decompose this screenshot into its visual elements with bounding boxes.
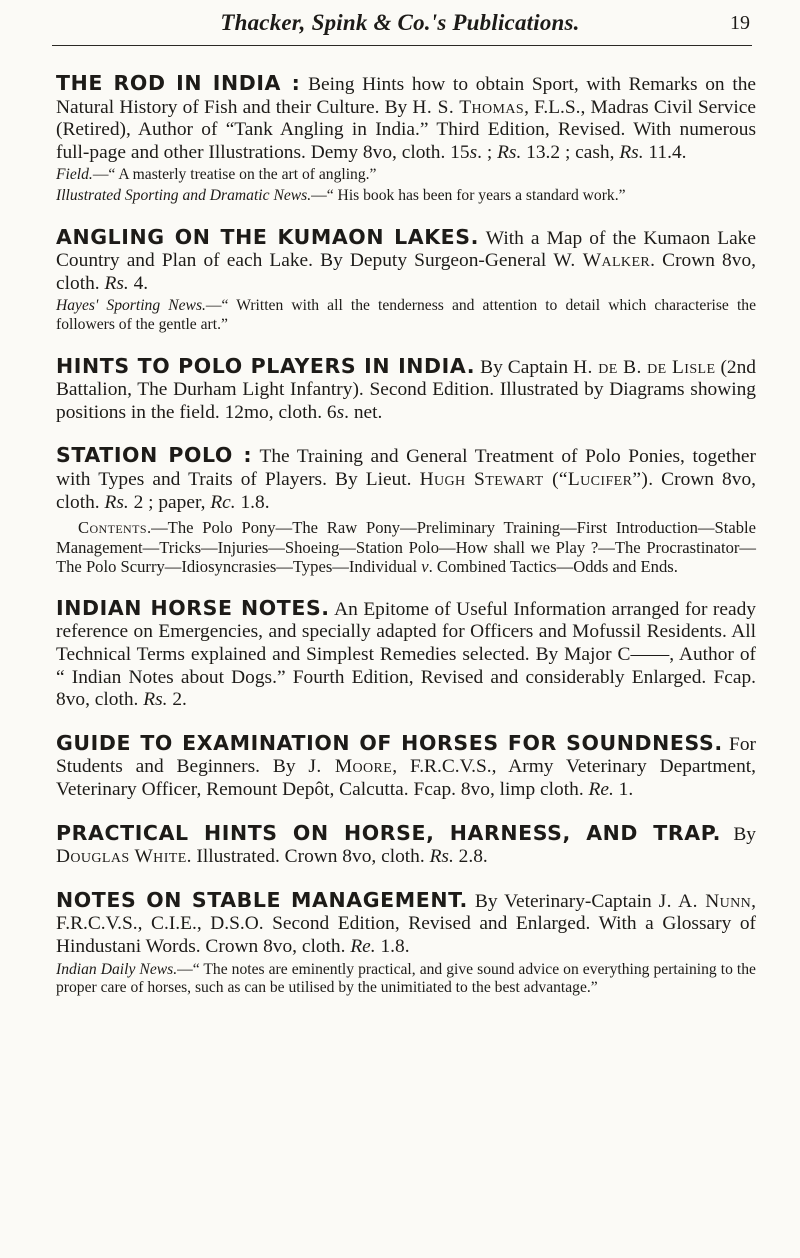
catalogue-entry — [56, 732, 756, 802]
review-source: Illustrated Sporting and Dramatic News. — [56, 186, 312, 204]
entry-description — [56, 444, 756, 514]
entry-text: By — [720, 823, 756, 845]
entry-text: , F.L.S., Madras Civil Service (Retired), Author of “Tank Angling in India.” Third Edition, Revised. With numerous full-page and other Illustrations. Demy 8vo, cloth. 15 — [56, 96, 756, 163]
catalogue-entry — [56, 226, 756, 335]
review-source: Hayes' Sporting News. — [56, 297, 206, 315]
contents-text: . Combined Tactics—Odds and Ends. — [428, 557, 678, 577]
currency-unit: Rs. — [429, 846, 454, 868]
catalogue-entries — [56, 72, 756, 1018]
entry-text: 1. — [613, 779, 634, 801]
entry-title: NOTES ON STABLE MANAGEMENT. — [56, 887, 468, 912]
currency-unit: Re. — [350, 936, 376, 957]
currency-unit: Rs. — [143, 689, 168, 711]
entry-title: GUIDE TO EXAMINATION OF HORSES FOR SOUNDNESS. — [56, 730, 723, 755]
review-quote: —“ A masterly treatise on the art of angling.” — [92, 166, 377, 184]
entry-text: By Captain — [475, 356, 574, 378]
entry-text: Being Hints how to obtain Sport, with Remarks on the Natural History of Fish and their Culture. By — [56, 74, 757, 118]
page-number: 19 — [730, 12, 750, 34]
catalogue-entry — [56, 597, 756, 712]
currency-unit: Rs. — [104, 491, 129, 513]
entry-title: ANGLING ON THE KUMAON LAKES. — [56, 224, 480, 249]
entry-text: For Students and Beginners. By — [56, 733, 756, 778]
catalogue-entry — [56, 889, 756, 998]
entry-title: INDIAN HORSE NOTES. — [56, 595, 330, 620]
entry-text: 2 ; paper, — [128, 491, 211, 513]
entry-text: 2.8. — [453, 846, 488, 868]
entry-text: . Crown 8vo, cloth. — [56, 250, 756, 294]
currency-unit: Rs. — [619, 141, 644, 163]
entry-text: 2. — [167, 689, 187, 711]
catalogue-entry — [56, 355, 756, 425]
catalogue-entry — [56, 822, 756, 869]
entry-author: H. de B. de Lisle — [573, 356, 716, 378]
entry-description — [56, 355, 756, 425]
entry-text: (2nd Battalion, The Durham Light Infantry). Second Edition. Illustrated by Diagrams showing positions in the field. 12mo, cloth. 6 — [56, 356, 756, 423]
entry-description — [56, 732, 756, 802]
entry-text: 1.8. — [375, 936, 410, 957]
entry-title: HINTS TO POLO PLAYERS IN INDIA. — [56, 353, 476, 378]
entry-text: . Crown 8vo, cloth. — [56, 468, 756, 513]
review-quote: —“ The notes are eminently practical, and give sound advice on everything pertaining to the proper care of horses, such as can be utilised by the unimitiated to the best advantage.” — [56, 960, 756, 997]
entry-description — [56, 889, 756, 959]
entry-text: . net. — [344, 401, 383, 423]
entry-author: H. S. Thomas — [412, 96, 525, 118]
entry-description — [56, 597, 756, 712]
header-rule — [52, 45, 752, 46]
entry-text: The Training and General Treatment of Polo Ponies, together with Types and Traits of Players. By Lieut. — [56, 446, 756, 490]
entry-text: , F.R.C.V.S., Army Veterinary Department, Veterinary Officer, Remount Depôt, Calcutta. Fcap. 8vo, limp cloth. — [56, 756, 756, 801]
entry-author: W. Walker — [553, 250, 651, 272]
catalogue-entry — [56, 72, 756, 206]
entry-text: , F.R.C.V.S., C.I.E., D.S.O. Second Edition, Revised and Enlarged. With a Glossary of Hindustani Words. Crown 8vo, cloth. — [56, 890, 756, 957]
entry-author: Douglas White — [56, 846, 187, 868]
currency-unit: s — [469, 141, 478, 163]
running-title: Thacker, Spink & Co.'s Publications. — [220, 10, 580, 35]
press-review — [56, 961, 756, 998]
entry-text: 1.8. — [235, 491, 270, 513]
entry-title: PRACTICAL HINTS ON HORSE, HARNESS, AND TRAP. — [56, 820, 721, 845]
catalogue-entry — [56, 444, 756, 577]
entry-text: With a Map of the Kumaon Lake Country and Plan of each Lake. By Deputy Surgeon-General — [56, 227, 756, 272]
entry-description — [56, 72, 756, 164]
entry-text: By Veterinary-Captain — [467, 890, 659, 912]
entry-text: 13.2 ; cash, — [521, 141, 620, 163]
entry-description — [56, 226, 756, 296]
review-quote: —“ Written with all the tenderness and attention to detail which characterise the followers of the gentle art.” — [56, 297, 756, 333]
contents-list — [56, 518, 756, 577]
currency-unit: Rs. — [497, 141, 522, 163]
entry-author: J. Moore — [308, 756, 393, 778]
review-source: Field. — [56, 166, 93, 184]
currency-unit: Re. — [588, 779, 614, 801]
press-review — [56, 166, 756, 185]
currency-unit: Rs. — [104, 272, 129, 294]
entry-title: STATION POLO : — [56, 443, 253, 468]
press-review — [56, 297, 756, 334]
contents-text: v — [421, 557, 429, 577]
entry-text: . Illustrated. Crown 8vo, cloth. — [186, 846, 430, 868]
entry-author: Hugh Stewart (“Lucifer”) — [419, 468, 649, 490]
review-quote: —“ His book has been for years a standard work.” — [311, 186, 626, 204]
entry-text: . ; — [477, 141, 498, 163]
entry-text: 11.4. — [643, 141, 687, 163]
entry-text: An Epitome of Useful Information arranged for ready reference on Emergencies, and specially adapted for Officers and Mofussil Residents. All Technical Terms explained and Simplest Remedies selected. By Major C——, Author of “ Indian Notes about Dogs.” Fourth Edition, Revised and considerably Enlarged. Fcap. 8vo, cloth. — [56, 598, 756, 711]
entry-description — [56, 822, 756, 869]
currency-unit: Rc. — [210, 491, 236, 513]
press-review — [56, 187, 756, 206]
entry-text: 4. — [128, 272, 149, 294]
currency-unit: s — [336, 401, 345, 423]
page-header — [0, 0, 800, 50]
entry-title: THE ROD IN INDIA : — [56, 71, 301, 95]
contents-label: Contents — [78, 518, 147, 538]
review-source: Indian Daily News. — [56, 960, 178, 978]
contents-text: .—The Polo Pony—The Raw Pony—Preliminary Training—First Introduction—Stable Management—Tricks—Injuries—Shoeing—Station Polo—How shall we Play ?—The Procrastinator—The Polo Scurry—Idiosyncrasies—Types—Individual — [56, 518, 756, 577]
entry-author: J. A. Nunn — [658, 890, 752, 912]
